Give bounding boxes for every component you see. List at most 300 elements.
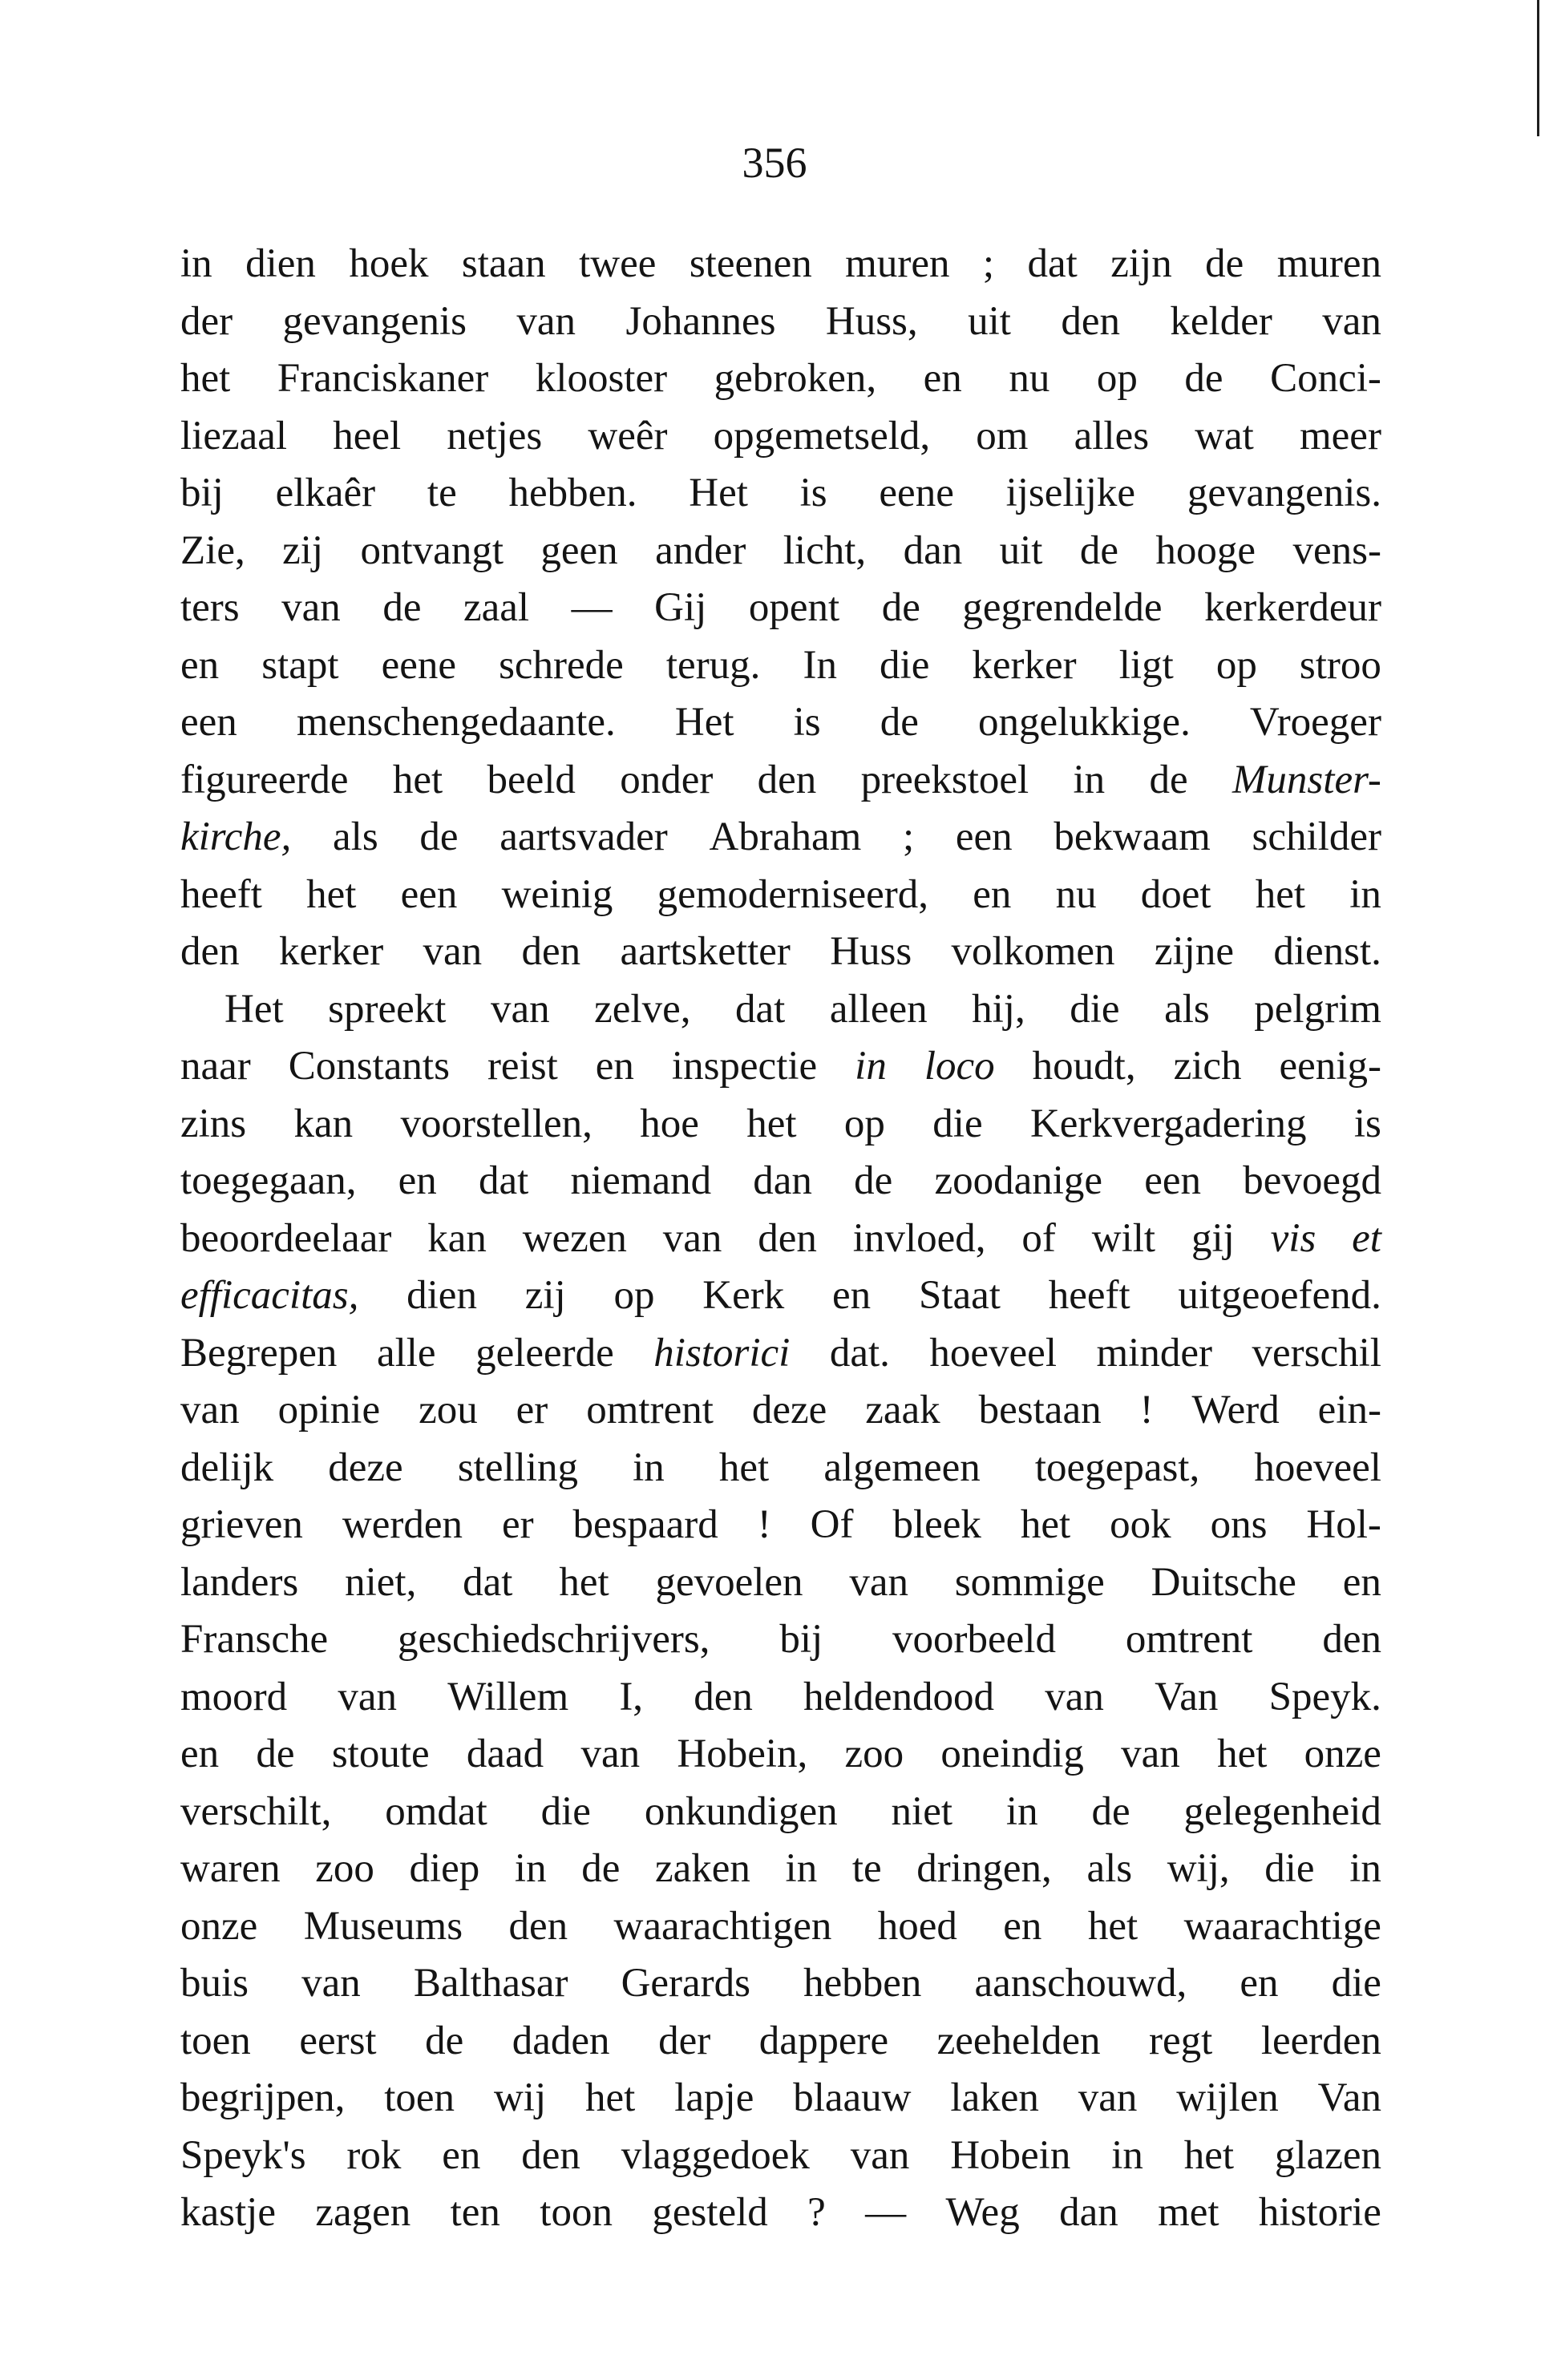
word: Hobein	[950, 2132, 1071, 2178]
word: ;	[902, 814, 915, 859]
word: wilt	[1091, 1215, 1156, 1261]
word: lapje	[674, 2075, 754, 2120]
word: steenen	[689, 241, 812, 286]
word: sommige	[954, 1559, 1105, 1605]
word: die	[540, 1788, 591, 1834]
word: figureerde	[180, 757, 349, 802]
word: Balthasar	[413, 1961, 568, 2006]
word: alleen	[829, 986, 928, 1032]
word: het	[746, 1101, 797, 1146]
word: de	[880, 700, 919, 745]
word: oneindig	[940, 1731, 1084, 1776]
word: een	[180, 700, 237, 745]
word: hebben	[803, 1961, 922, 2006]
word: houdt,	[1032, 1044, 1136, 1089]
word: die	[880, 642, 930, 688]
word: toegegaan,	[180, 1158, 357, 1203]
word: inspectie	[671, 1044, 818, 1089]
word: eenig-	[1279, 1044, 1381, 1089]
word: begrijpen,	[180, 2075, 346, 2120]
word: Van	[1317, 2075, 1381, 2120]
word: verschilt,	[180, 1788, 332, 1834]
word: in	[180, 241, 212, 286]
word: Staat	[918, 1273, 1001, 1318]
word: in	[855, 1044, 887, 1089]
word: ons	[1210, 1502, 1268, 1547]
word: ?	[807, 2190, 826, 2235]
word: Hol-	[1306, 1502, 1381, 1547]
word: vens-	[1292, 527, 1381, 573]
word: op	[843, 1101, 885, 1146]
body-text	[180, 236, 1381, 2242]
text-line	[180, 1210, 1381, 1268]
word: Huss	[830, 929, 912, 974]
word: in	[633, 1445, 665, 1490]
word: meer	[1300, 413, 1381, 459]
text-line	[180, 1669, 1381, 1727]
word: het	[392, 757, 443, 802]
word: de	[256, 1731, 295, 1776]
word: hoeveel	[1254, 1445, 1381, 1490]
word: onder	[620, 757, 714, 802]
word: van	[516, 298, 576, 344]
word: Gij	[654, 585, 707, 630]
text-line	[180, 637, 1381, 695]
word: geleerde	[475, 1330, 614, 1376]
word: pelgrim	[1254, 986, 1381, 1032]
word: uit	[999, 527, 1043, 573]
word: reist	[487, 1044, 558, 1089]
text-line	[180, 981, 1381, 1039]
word: historie	[1258, 2190, 1381, 2235]
text-line	[180, 523, 1381, 580]
word: kerker	[278, 929, 384, 974]
word: gelegenheid	[1183, 1788, 1381, 1834]
word: werden	[342, 1502, 463, 1547]
word: aanschouwd,	[974, 1961, 1187, 2006]
word: !	[757, 1502, 771, 1547]
word: heldendood	[803, 1674, 995, 1719]
word: weêr	[588, 413, 668, 459]
word: kan	[427, 1215, 487, 1261]
word: en	[1240, 1961, 1279, 2006]
word: ijselijke	[1005, 471, 1136, 515]
text-line	[180, 1153, 1381, 1210]
word: onze	[1304, 1731, 1381, 1776]
word: van	[281, 585, 341, 630]
word: liezaal	[180, 413, 288, 459]
word: een	[400, 871, 458, 917]
word: en	[973, 871, 1012, 917]
word: Willem	[447, 1674, 569, 1719]
word: van	[490, 986, 550, 1032]
word: eene	[879, 471, 954, 515]
word: van	[580, 1731, 641, 1776]
word: Vroeger	[1249, 700, 1381, 745]
word: het	[1255, 871, 1306, 917]
word: toen	[180, 2018, 251, 2063]
word: —	[571, 585, 613, 630]
text-line	[180, 1898, 1381, 1956]
word: is	[799, 471, 827, 515]
word: de	[1079, 527, 1119, 573]
word: of	[1021, 1215, 1056, 1261]
word: schilder	[1252, 814, 1381, 859]
word: bevoegd	[1243, 1158, 1381, 1203]
text-line	[180, 1096, 1381, 1154]
word: vlaggedoek	[621, 2132, 810, 2178]
word: is	[1353, 1101, 1381, 1146]
word: van	[423, 929, 483, 974]
word: hooge	[1155, 527, 1256, 573]
word: heeft	[180, 871, 262, 917]
word: Speyk's	[180, 2132, 306, 2178]
word: waarachtige	[1183, 1903, 1381, 1949]
word: kerkerdeur	[1204, 585, 1381, 630]
word: ligt	[1118, 642, 1174, 688]
word: twee	[579, 241, 657, 286]
word: ook	[1110, 1502, 1171, 1547]
word: de	[1205, 241, 1244, 286]
word: en	[832, 1273, 872, 1318]
word: staan	[461, 241, 546, 286]
word: gebroken,	[714, 356, 877, 401]
word: Conci-	[1270, 356, 1381, 401]
word: rok	[346, 2132, 402, 2178]
word: minder	[1096, 1330, 1212, 1376]
word: en	[180, 1731, 220, 1776]
word: het	[180, 356, 231, 401]
word: niemand	[570, 1158, 712, 1203]
word: Kerkvergadering	[1029, 1101, 1307, 1146]
word: een	[1144, 1158, 1201, 1203]
word: en	[1003, 1903, 1042, 1949]
word: Begrepen	[180, 1330, 338, 1376]
word: dringen,	[916, 1846, 1052, 1891]
text-line	[180, 580, 1381, 637]
word: kelder	[1170, 298, 1272, 344]
word: Johannes	[625, 298, 776, 344]
word: niet,	[345, 1559, 417, 1605]
word: alles	[1074, 413, 1150, 459]
word: daden	[512, 2018, 610, 2063]
word: beoordeelaar	[180, 1215, 392, 1261]
text-line	[180, 1955, 1381, 2013]
word: zoo	[844, 1731, 904, 1776]
word: den	[1061, 298, 1120, 344]
word: die	[932, 1101, 983, 1146]
word: efficacitas,	[180, 1273, 359, 1318]
word: in	[1005, 1788, 1038, 1834]
word: zou	[419, 1388, 478, 1432]
word: de	[1184, 356, 1223, 401]
word: en	[595, 1044, 634, 1089]
word: stroo	[1299, 642, 1381, 688]
word: Museums	[303, 1903, 463, 1949]
word: om	[976, 413, 1029, 459]
word: opinie	[277, 1388, 381, 1432]
word: uitgeoefend.	[1178, 1273, 1381, 1318]
word: kirche,	[180, 814, 292, 859]
word: naar	[180, 1044, 251, 1089]
text-line	[180, 1497, 1381, 1554]
word: een	[955, 814, 1013, 859]
word: zeehelden	[936, 2018, 1101, 2063]
word: toon	[540, 2190, 613, 2235]
word: delijk	[180, 1445, 274, 1490]
word: kerker	[972, 642, 1077, 688]
word: omdat	[385, 1788, 487, 1834]
word: hoek	[349, 241, 429, 286]
word: gij	[1191, 1215, 1235, 1261]
text-line	[180, 2127, 1381, 2185]
word: weinig	[501, 871, 613, 917]
word: van	[338, 1674, 397, 1719]
word: heeft	[1048, 1273, 1130, 1318]
word: dat.	[829, 1330, 890, 1376]
word: opent	[748, 585, 840, 630]
word: gesteld	[652, 2190, 768, 2235]
word: te	[427, 471, 457, 515]
word: de	[581, 1846, 621, 1891]
word: zoodanige	[934, 1158, 1103, 1203]
word: spreekt	[328, 986, 447, 1032]
word: de	[425, 2018, 464, 2063]
word: als	[1164, 986, 1210, 1032]
word: eene	[381, 642, 457, 688]
word: als	[1086, 1846, 1133, 1891]
word: wij,	[1167, 1846, 1230, 1891]
word: dan	[903, 527, 963, 573]
word: en	[442, 2132, 481, 2178]
word: loco	[924, 1044, 995, 1089]
word: ters	[180, 585, 240, 630]
word: den	[758, 1215, 817, 1261]
word: Hobein,	[677, 1731, 808, 1776]
word: Zie,	[180, 527, 245, 573]
word: den	[521, 2132, 580, 2178]
word: Speyk.	[1268, 1674, 1381, 1719]
word: verschil	[1252, 1330, 1381, 1376]
word: onkundigen	[644, 1788, 838, 1834]
word: van	[850, 2132, 910, 2178]
word: den	[1322, 1617, 1381, 1662]
word: stoute	[331, 1731, 430, 1776]
word: nu	[1055, 871, 1097, 917]
word: ten	[450, 2190, 500, 2235]
word: zaken	[654, 1846, 750, 1891]
word: bleek	[892, 1502, 981, 1547]
text-line	[180, 1554, 1381, 1612]
word: stelling	[457, 1445, 578, 1490]
word: zij	[282, 527, 324, 573]
word: Het	[689, 471, 748, 515]
word: de	[854, 1158, 893, 1203]
word: het	[306, 871, 357, 917]
word: bekwaam	[1054, 814, 1211, 859]
word: landers	[180, 1559, 299, 1605]
text-line	[180, 1784, 1381, 1841]
word: zaal	[463, 585, 530, 630]
word: die	[1331, 1961, 1381, 2006]
word: nu	[1009, 356, 1050, 401]
word: Kerk	[702, 1273, 785, 1318]
word: glazen	[1274, 2132, 1381, 2178]
word: waren	[180, 1846, 281, 1891]
word: met	[1158, 2190, 1219, 2235]
word: het	[559, 1559, 609, 1605]
text-line	[180, 1611, 1381, 1669]
word: zins	[180, 1101, 247, 1146]
word: die	[1070, 986, 1120, 1032]
word: voorbeeld	[892, 1617, 1056, 1662]
word: voorstellen,	[400, 1101, 593, 1146]
word: van	[1045, 1674, 1104, 1719]
word: op	[1215, 642, 1257, 688]
word: Constants	[288, 1044, 450, 1089]
word: hoeveel	[929, 1330, 1057, 1376]
word: doet	[1140, 871, 1211, 917]
word: Munster-	[1232, 757, 1381, 802]
word: dat	[478, 1158, 529, 1203]
text-line	[180, 1267, 1381, 1325]
text-line	[180, 1382, 1381, 1440]
word: in	[1111, 2132, 1143, 2178]
word: ein-	[1317, 1388, 1381, 1432]
word: de	[1149, 757, 1188, 802]
word: ander	[655, 527, 746, 573]
word: hoe	[640, 1101, 699, 1146]
word: den	[180, 929, 240, 974]
text-line	[180, 408, 1381, 466]
word: toegepast,	[1034, 1445, 1200, 1490]
word: van	[1078, 2075, 1138, 2120]
word: dat	[463, 1559, 513, 1605]
word: blaauw	[793, 2075, 912, 2120]
word: elkaêr	[275, 471, 376, 515]
word: laken	[950, 2075, 1039, 2120]
word: et	[1352, 1215, 1381, 1261]
page-edge-line	[1537, 0, 1539, 136]
word: gemoderniseerd,	[657, 871, 929, 917]
word: menschengedaante.	[296, 700, 616, 745]
word: dienst.	[1273, 929, 1381, 974]
word: vis	[1270, 1215, 1316, 1261]
word: in	[785, 1846, 818, 1891]
word: volkomen	[951, 929, 1115, 974]
word: gevoelen	[655, 1559, 803, 1605]
word: algemeen	[823, 1445, 981, 1490]
word: in	[514, 1846, 547, 1891]
word: buis	[180, 1961, 249, 2006]
word: hij,	[972, 986, 1025, 1032]
word: en	[398, 1158, 437, 1203]
word: beeld	[487, 757, 576, 802]
word: leerden	[1260, 2018, 1381, 2063]
word: schrede	[499, 642, 624, 688]
word: zelve,	[594, 986, 691, 1032]
text-line	[180, 923, 1381, 981]
word: Fransche	[180, 1617, 329, 1662]
word: niet	[891, 1788, 953, 1834]
word: waarachtigen	[613, 1903, 832, 1949]
word: ;	[982, 241, 995, 286]
word: klooster	[535, 356, 668, 401]
word: Abraham	[709, 814, 862, 859]
word: zaak	[865, 1388, 940, 1432]
word: het	[585, 2075, 636, 2120]
word: I,	[619, 1674, 644, 1719]
text-line	[180, 1841, 1381, 1898]
word: gegrendelde	[962, 585, 1163, 630]
word: het	[1087, 1903, 1138, 1949]
word: van	[1322, 298, 1381, 344]
text-line	[180, 694, 1381, 752]
word: grieven	[180, 1502, 303, 1547]
word: aartsketter	[620, 929, 791, 974]
word: preekstoel	[860, 757, 1029, 802]
word: zijne	[1154, 929, 1234, 974]
word: In	[803, 642, 837, 688]
word: bij	[180, 471, 224, 515]
word: de	[1091, 1788, 1130, 1834]
word: in	[1349, 871, 1381, 917]
word: deze	[751, 1388, 827, 1432]
word: zoo	[315, 1846, 374, 1891]
word: ongelukkige.	[977, 700, 1191, 745]
word: zagen	[315, 2190, 411, 2235]
word: den	[508, 1903, 568, 1949]
text-line	[180, 2070, 1381, 2127]
text-line	[180, 2013, 1381, 2071]
word: regt	[1149, 2018, 1213, 2063]
word: er	[501, 1502, 534, 1547]
word: der	[180, 298, 233, 344]
text-line	[180, 809, 1381, 867]
word: en	[1342, 1559, 1381, 1605]
word: eerst	[299, 2018, 377, 2063]
word: de	[382, 585, 422, 630]
text-line	[180, 1726, 1381, 1784]
word: den	[694, 1674, 753, 1719]
text-line	[180, 2184, 1381, 2242]
word: bestaan	[978, 1388, 1102, 1432]
word: netjes	[447, 413, 543, 459]
word: op	[613, 1273, 655, 1318]
word: gevangenis	[282, 298, 467, 344]
word: uit	[968, 298, 1011, 344]
word: kastje	[180, 2190, 276, 2235]
word: die	[1264, 1846, 1315, 1891]
word: dien	[245, 241, 316, 286]
word: invloed,	[852, 1215, 986, 1261]
word: —	[865, 2190, 907, 2235]
word: wijlen	[1176, 2075, 1279, 2120]
word: Duitsche	[1151, 1559, 1296, 1605]
text-line	[180, 293, 1381, 351]
word: geschiedschrijvers,	[397, 1617, 710, 1662]
word: muren	[845, 241, 950, 286]
word: van	[1121, 1731, 1180, 1776]
word: het	[1020, 1502, 1071, 1547]
word: alle	[376, 1330, 436, 1376]
word: deze	[328, 1445, 403, 1490]
word: te	[851, 1846, 882, 1891]
word: er	[516, 1388, 548, 1432]
word: het	[1183, 2132, 1235, 2178]
word: Werd	[1191, 1388, 1280, 1432]
word: wij	[493, 2075, 547, 2120]
